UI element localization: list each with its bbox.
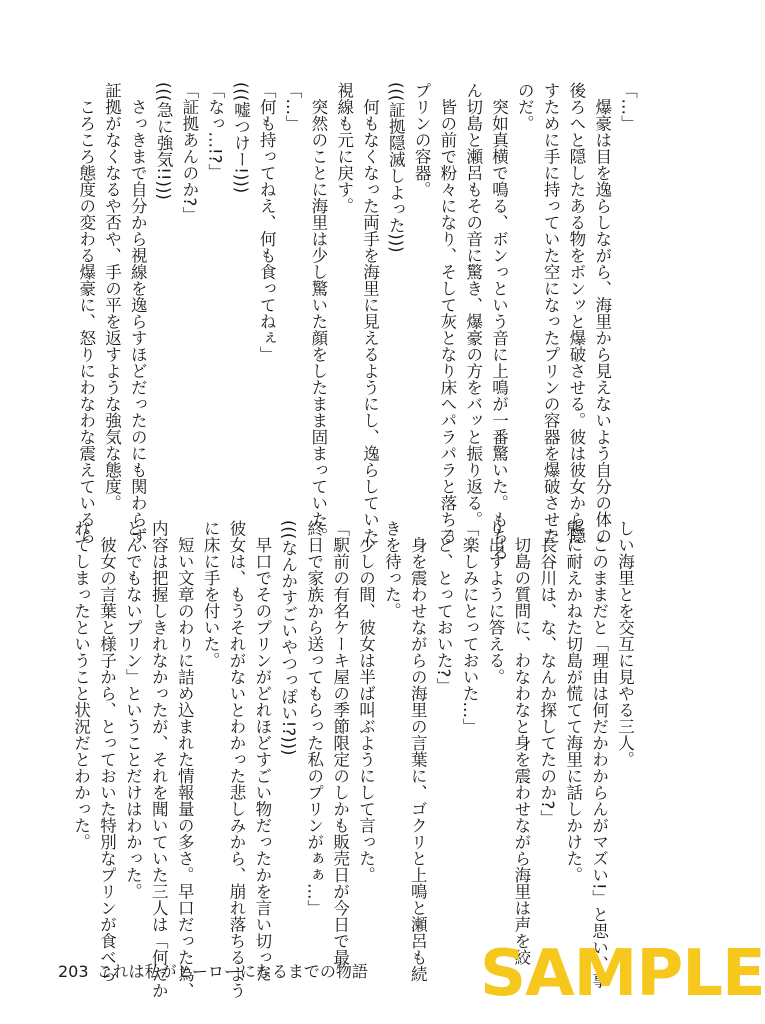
text-column: れてしまったということ状況だとわかった。 (71, 520, 91, 850)
sample-watermark: SAMPLE (480, 937, 765, 1011)
text-column: ころころ態度の変わる爆豪に、怒りにわなわな震えているら (76, 82, 96, 544)
text-column: 何もなくなった両手を海里に見えるようにし、逸らしていた (360, 82, 380, 544)
text-column: 「なっ…!?」 (205, 82, 225, 180)
text-column: 彼女の言葉と様子から、とっておいた特別なプリンが食べら (97, 520, 117, 982)
text-column: 後ろへと隠したある物をボンッと爆破させる。彼は彼女から隠 (566, 82, 586, 544)
text-column: 早口でそのプリンがどれほどすごい物だったかを言い切った (252, 520, 272, 982)
book-title: これは私がヒーローになるまでの物語 (96, 962, 368, 981)
page-footer (58, 962, 368, 982)
text-column: 「楽しみにとっておいた…」 (460, 520, 480, 735)
text-column: 「何も持ってねえ、何も食ってねぇ」 (257, 82, 277, 363)
text-column: 身を震わせながらの海里の言葉に、ゴクリと上鳴と瀬呂も続 (408, 520, 428, 982)
text-column: とんでもないプリン」ということだけはわかった。 (123, 520, 143, 900)
text-column: 証拠がなくなるや否や、手の平を返すような強気な態度。 (102, 82, 122, 511)
text-column: (((急に強気!!))) (154, 82, 174, 200)
text-column: のだ。 (515, 82, 535, 132)
text-column: 少しの間、彼女は半ば叫ぶようにして言った。 (356, 520, 376, 883)
text-column: 内容は把握しきれなかったが、それを聞いていた三人は「何だか (149, 520, 169, 999)
text-column: すために手に持っていた空になったプリンの容器を爆破させた (541, 82, 561, 544)
text-column: 「駅前の有名ケーキ屋の季節限定のしかも販売日が今日で最 (330, 520, 350, 966)
text-column: 視線も元に戻す。 (334, 82, 354, 214)
text-column: に床に手を付いた。 (201, 520, 221, 669)
text-column: 「と、とっておいた?」 (434, 520, 454, 694)
text-column: 爆豪は目を逸らしながら、海里から見えないよう自分の体の (592, 82, 612, 544)
text-column: (((なんかすごいやつっぽい!?))) (278, 520, 298, 756)
text-column: 切島の質問に、わなわなと身を震わせながら海里は声を絞 (511, 520, 531, 966)
text-column: このままだと「理由は何だかわからんがマズい!」と思い、事 (589, 520, 609, 989)
text-column: 「長谷川は、な、なんか探してたのか?」 (537, 520, 557, 826)
text-column: 「…」 (618, 82, 638, 132)
text-column: 「証拠あんのか?」 (179, 82, 199, 223)
text-column: 突然のことに海里は少し驚いた顔をしたまま固まっていた。 (308, 82, 328, 544)
text-column: り出すように答える。 (486, 520, 505, 685)
text-column: 「…」 (283, 82, 303, 132)
page-number: 203 (58, 962, 89, 981)
text-column: プリンの容器。 (412, 82, 432, 198)
text-column: しい海里とを交互に見やる三人。 (615, 520, 635, 768)
text-column: 彼女は、もうそれがないとわかった悲しみから、崩れ落ちるよう (227, 520, 246, 999)
text-column: 終日で家族から送ってもらった私のプリンがぁぁ…」 (304, 520, 324, 916)
text-column: 突如真横で鳴る、ボンっという音に上鳴が一番驚いた。もちろ (489, 82, 509, 561)
text-column: ん切島と瀬呂もその音に驚き、爆豪の方をバッと振り返る。 (463, 82, 483, 528)
text-column: 態に耐えかねた切島が慌てて海里に話しかけた。 (563, 520, 583, 883)
text-column: 短い文章のわりに詰め込まれた情報量の多さ。早口だった為、 (175, 520, 195, 999)
text-column: (((嘘つけー!))) (231, 82, 251, 194)
text-column: さっきまで自分から視線を逸らすほどだったのにも関わらず、 (128, 82, 148, 561)
text-column: きを待った。 (382, 520, 402, 619)
text-column: 皆の前で粉々になり、そして灰となり床へパラパラと落ちる (437, 82, 457, 544)
text-column: (((証拠隠滅しよった))) (386, 82, 406, 253)
